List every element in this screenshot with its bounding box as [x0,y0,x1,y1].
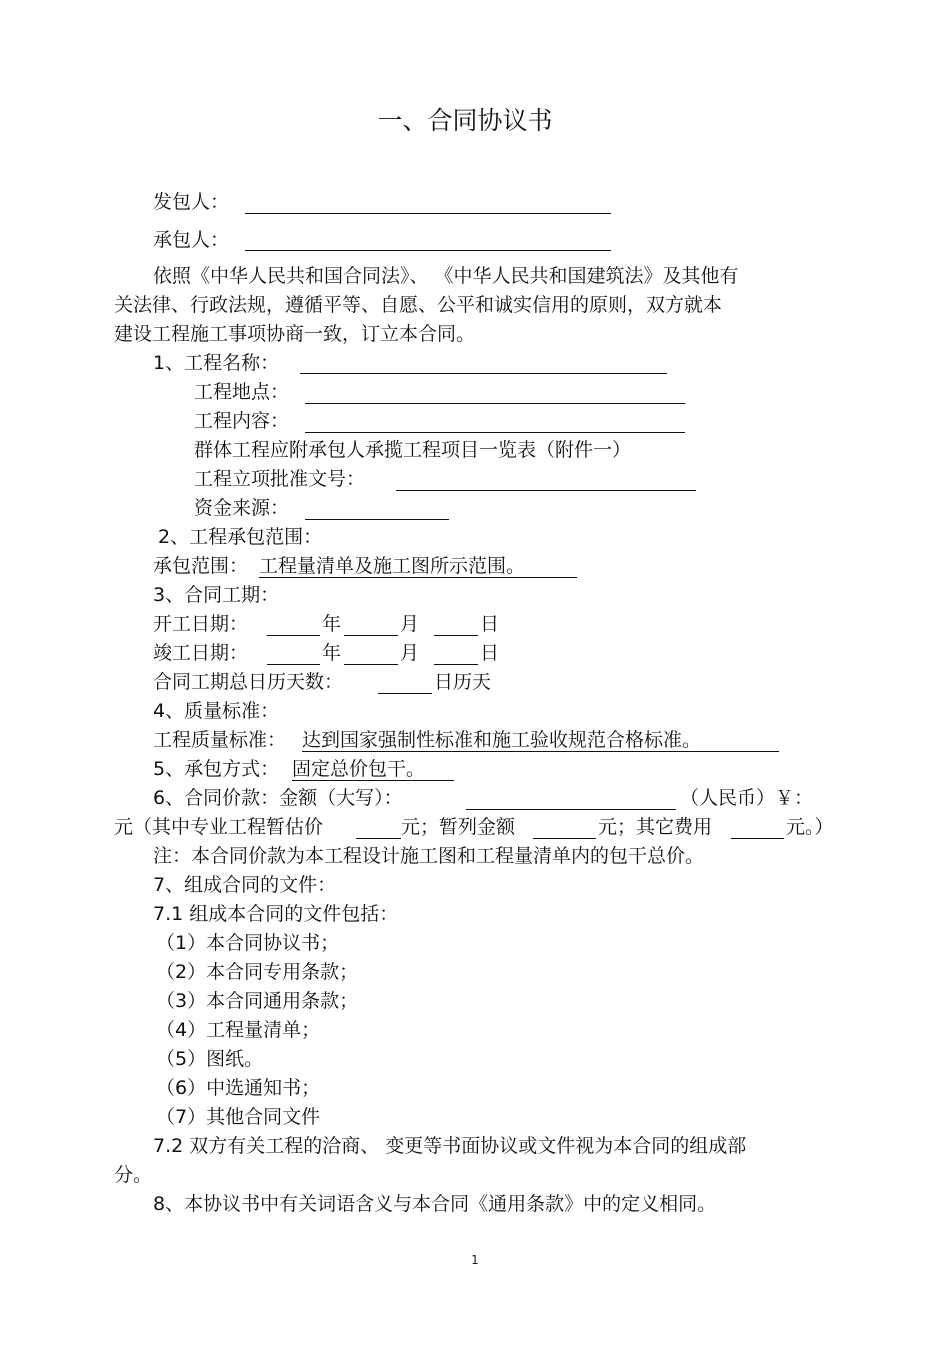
employer-label: 发包人： [153,191,230,213]
intro-line-1: 依照《中华人民共和国合同法》、 《中华人民共和国建筑法》及其他有 [153,265,739,287]
scope-label: 承包范围： [153,555,249,577]
other-fees-blank [731,838,784,839]
document-item: （7）其他合同文件 [156,1106,321,1128]
end-month-unit: 月 [400,642,420,664]
start-day-unit: 日 [480,613,500,635]
total-days-unit: 日历天 [434,671,492,693]
end-date-label: 竣工日期： [153,642,249,664]
end-day-unit: 日 [480,642,500,664]
start-month-blank [344,635,398,636]
project-name-blank [300,373,667,374]
contract-method-label: 5、承包方式： [153,758,280,780]
end-year-blank [267,664,320,665]
start-year-blank [267,635,320,636]
quality-label: 工程质量标准： [153,729,287,751]
total-days-label: 合同工期总日历天数： [153,671,344,693]
price-note: 注：本合同价款为本工程设计施工图和工程量清单内的包干总价。 [153,845,705,867]
contract-price-label: 6、合同价款：金额（大写）： [153,787,403,809]
contract-method-value: 固定总价包干。 [292,758,426,780]
scope-value: 工程量清单及施工图所示范围。 [259,555,526,577]
end-month-blank [344,664,398,665]
total-days-blank [378,693,432,694]
end-day-blank [434,664,478,665]
definitions-clause: 8、本协议书中有关词语含义与本合同《通用条款》中的定义相同。 [153,1193,717,1215]
employer-blank [245,213,611,214]
quality-value: 达到国家强制性标准和施工验收规范合格标准。 [302,729,702,751]
other-fees-label: 元；其它费用 [598,816,713,838]
documents-sub-7-2-line-1: 7.2 双方有关工程的洽商、 变更等书面协议或文件视为本合同的组成部 [153,1135,747,1157]
documents-sub-7-1: 7.1 组成本合同的文件包括： [153,903,399,925]
document-item: （6）中选通知书； [156,1077,321,1099]
document-item: （2）本合同专用条款； [156,961,359,983]
intro-line-2: 关法律、行政法规，遵循平等、自愿、公平和诚实信用的原则，双方就本 [114,294,723,316]
approval-number-label: 工程立项批准文号： [194,468,366,490]
funding-source-label: 资金来源： [194,497,290,519]
duration-heading: 3、合同工期： [153,584,280,606]
project-content-blank [305,432,685,433]
start-day-blank [434,635,478,636]
provisional-sum-label: 元（其中专业工程暂估价 [114,816,324,838]
document-item: （1）本合同协议书； [156,932,340,954]
project-content-label: 工程内容： [194,410,290,432]
end-year-unit: 年 [322,642,342,664]
project-name-label: 1、工程名称： [153,352,280,374]
documents-heading: 7、组成合同的文件： [153,874,337,896]
document-item: （5）图纸。 [156,1048,264,1070]
contractor-label: 承包人： [153,229,230,251]
document-title: 一、合同协议书 [377,106,553,135]
approval-number-blank [396,490,696,491]
document-item: （3）本合同通用条款； [156,990,359,1012]
funding-source-blank [305,519,449,520]
scope-heading: 2、工程承包范围： [158,526,323,548]
group-project-note: 群体工程应附承包人承揽工程项目一览表（附件一） [194,439,632,461]
start-year-unit: 年 [322,613,342,635]
start-date-label: 开工日期： [153,613,249,635]
contingency-blank [533,838,596,839]
start-month-unit: 月 [400,613,420,635]
intro-line-3: 建设工程施工事项协商一致，订立本合同。 [114,323,476,345]
price-words-blank [466,809,676,810]
project-location-blank [305,403,685,404]
document-item: （4）工程量清单； [156,1019,321,1041]
scope-underline [259,577,577,578]
page-number: 1 [471,1253,479,1267]
documents-sub-7-2-line-2: 分。 [114,1164,153,1186]
quality-underline [302,751,779,752]
contingency-label: 元；暂列金额 [401,816,516,838]
project-location-label: 工程地点： [194,381,290,403]
contract-method-underline [292,780,454,781]
quality-heading: 4、质量标准： [153,700,280,722]
price-rmb-label: （人民币）￥： [680,787,814,809]
provisional-sum-blank [356,838,401,839]
other-fees-unit: 元。） [786,816,834,838]
contractor-blank [245,250,611,251]
